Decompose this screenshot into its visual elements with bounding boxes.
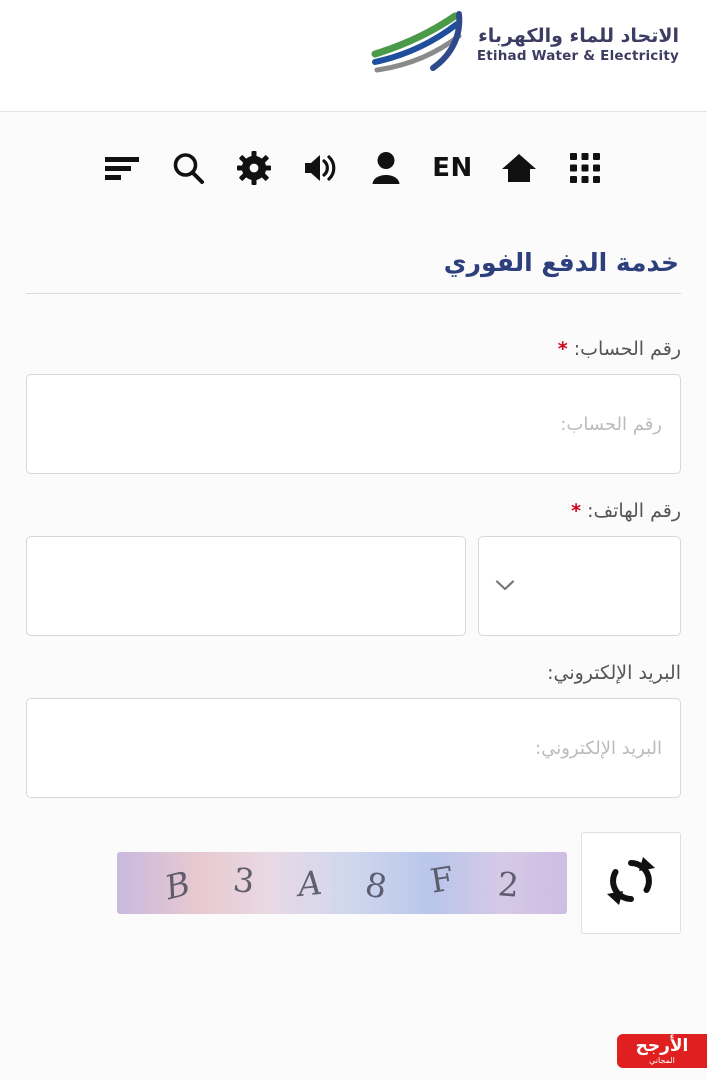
captcha-char: 2 — [496, 863, 521, 905]
watermark-badge — [617, 1034, 707, 1068]
refresh-icon — [605, 855, 657, 911]
account-button[interactable] — [364, 146, 408, 190]
phone-field-group — [26, 500, 681, 636]
captcha-row — [26, 832, 681, 934]
language-toggle[interactable]: EN — [432, 153, 473, 183]
watermark-main-text: الأرجح — [635, 1035, 689, 1056]
menu-button[interactable] — [100, 146, 144, 190]
phone-label-text: رقم الهاتف: — [587, 500, 681, 522]
brand-logo[interactable] — [371, 10, 679, 80]
captcha-char: A — [296, 862, 325, 904]
phone-row — [26, 536, 681, 636]
phone-label — [26, 500, 681, 522]
email-label: البريد الإلكتروني: — [547, 662, 681, 684]
captcha-char: F — [427, 857, 457, 901]
email-field-group — [26, 662, 681, 798]
chevron-down-icon — [495, 577, 515, 596]
captcha-char: 3 — [231, 859, 257, 901]
title-divider — [26, 293, 681, 294]
home-button[interactable] — [497, 146, 541, 190]
account-input[interactable] — [26, 374, 681, 474]
captcha-image — [117, 852, 567, 914]
toolbar — [0, 112, 707, 224]
settings-button[interactable] — [232, 146, 276, 190]
header-logo-band — [0, 0, 707, 112]
search-icon — [171, 151, 205, 185]
user-icon — [371, 151, 401, 185]
sound-button[interactable] — [298, 146, 342, 190]
email-input[interactable] — [26, 698, 681, 798]
main-content — [0, 224, 707, 1080]
search-button[interactable] — [166, 146, 210, 190]
apps-button[interactable] — [563, 146, 607, 190]
brand-name-en: Etihad Water & Electricity — [476, 48, 679, 65]
speaker-icon — [302, 152, 338, 184]
swoosh-logo-icon — [371, 10, 467, 80]
gear-icon — [237, 151, 271, 185]
account-label-text: رقم الحساب: — [573, 338, 681, 360]
account-label — [26, 338, 681, 360]
watermark-sub-text: المجاني — [649, 1055, 675, 1065]
brand-name-ar: الاتحاد للماء والكهرباء — [478, 24, 679, 47]
brand-text — [477, 25, 679, 66]
captcha-refresh-button[interactable] — [581, 832, 681, 934]
menu-lines-icon — [104, 154, 140, 182]
grid-apps-icon — [569, 152, 601, 184]
country-code-select[interactable] — [478, 536, 681, 636]
home-icon — [501, 152, 537, 184]
captcha-char: B — [161, 863, 195, 907]
account-field-group — [26, 338, 681, 474]
required-asterisk: * — [557, 338, 568, 360]
page-title: خدمة الدفع الفوري — [443, 248, 679, 277]
required-asterisk: * — [571, 500, 582, 522]
captcha-char: 8 — [362, 863, 391, 907]
phone-input[interactable] — [26, 536, 466, 636]
